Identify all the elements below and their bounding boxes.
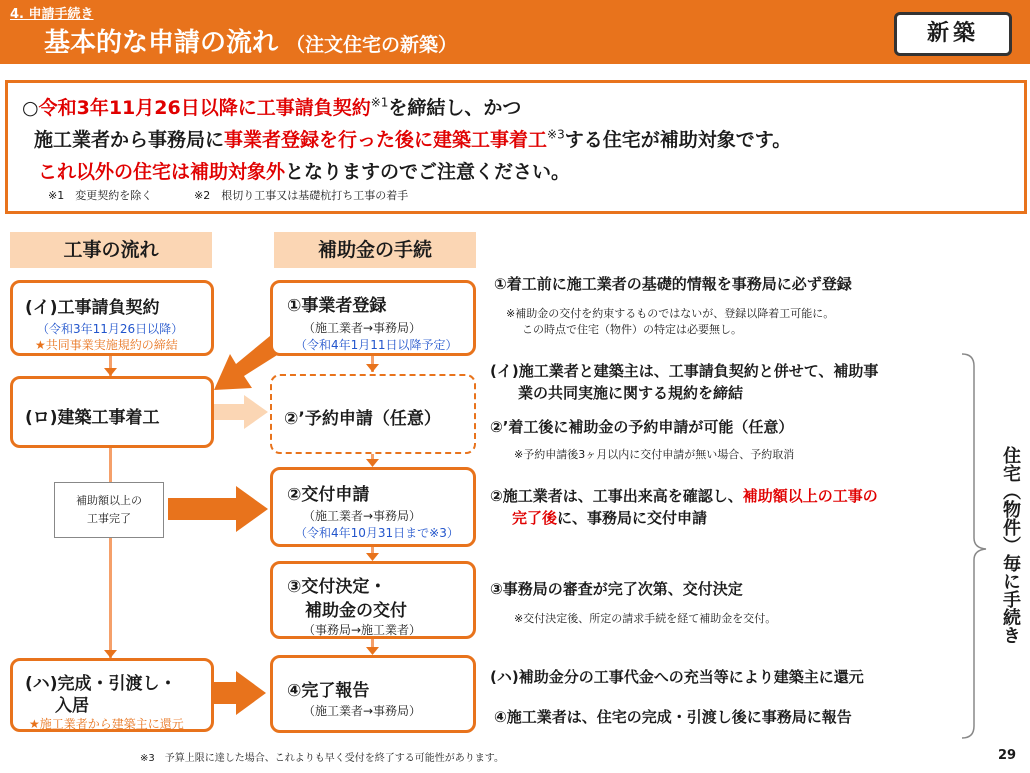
new-build-badge: 新築 bbox=[894, 12, 1012, 56]
note-registration-detail-2: この時点で住宅（物件）の特定は必要無し。 bbox=[522, 323, 742, 336]
note-registration-detail-1: ※補助金の交付を約束するものではないが、登録以降着工可能に。 bbox=[506, 307, 835, 320]
box-grant-decision: ③交付決定・ 補助金の交付 （事務局→施工業者） bbox=[270, 561, 476, 639]
notice-line-3: これ以外の住宅は補助対象外となりますのでご注意ください。 bbox=[38, 161, 571, 183]
note-application-1: ②施工業者は、工事出来高を確認し、補助額以上の工事の bbox=[490, 487, 878, 505]
note-contract-2: 業の共同実施に関する規約を締結 bbox=[518, 384, 744, 402]
box-business-registration: ①事業者登録 （施工業者→事務局） （令和4年1月11日以降予定） bbox=[270, 280, 476, 356]
note-decision: ③事務局の審査が完了次第、交付決定 bbox=[490, 580, 743, 598]
title-main: 基本的な申請の流れ bbox=[44, 28, 279, 58]
note-return: (ハ)補助金分の工事代金への充当等により建築主に還元 bbox=[490, 668, 864, 686]
note-reservation: ②’着工後に補助金の予約申請が可能（任意） bbox=[490, 418, 794, 436]
notice-line-1: ○令和3年11月26日以降に工事請負契約$^{※1}$を締結し、かつ bbox=[22, 95, 522, 119]
box-completion-report: ④完了報告 （施工業者→事務局） bbox=[270, 655, 476, 733]
box-construction-contract: (イ)工事請負契約 （令和3年11月26日以降） ★共同事業実施規約の締結 bbox=[10, 280, 214, 356]
box-grant-application: ②交付申請 （施工業者→事務局） （令和4年10月31日まで※3） bbox=[270, 467, 476, 547]
note-contract-1: (イ)施工業者と建築主は、工事請負契約と併せて、補助事 bbox=[490, 362, 879, 380]
footnote-1: ※1 変更契約を除く bbox=[48, 189, 153, 202]
notice-line-2: 施工業者から事務局に事業者登録を行った後に建築工事着工$^{※3}$する住宅が補助対象です。 bbox=[34, 127, 792, 151]
title-sub: （注文住宅の新築） bbox=[286, 34, 458, 56]
section-label: 4. 申請手続き bbox=[10, 7, 94, 22]
page-number: 29 bbox=[998, 748, 1017, 763]
footnote-3: ※3 予算上限に達した場合、これよりも早く受付を終了する可能性があります。 bbox=[140, 753, 504, 764]
note-reservation-detail: ※予約申請後3ヶ月以内に交付申請が無い場合、予約取消 bbox=[514, 448, 795, 461]
note-registration: ①着工前に施工業者の基礎的情報を事務局に必ず登録 bbox=[494, 275, 852, 293]
side-label-per-property: 住宅（物件）毎に手続き bbox=[1000, 446, 1021, 644]
column-header-subsidy: 補助金の手続 bbox=[274, 232, 476, 268]
column-header-construction: 工事の流れ bbox=[10, 232, 212, 268]
note-decision-detail: ※交付決定後、所定の請求手続を経て補助金を交付。 bbox=[514, 612, 777, 625]
box-subsidy-threshold: 補助額以上の 工事完了 bbox=[54, 482, 164, 538]
box-reservation-application: ②’予約申請（任意） bbox=[270, 374, 476, 454]
box-construction-start: (ロ)建築工事着工 bbox=[10, 376, 214, 448]
footnote-2: ※2 根切り工事又は基礎杭打ち工事の着手 bbox=[194, 189, 409, 202]
note-application-2: 完了後に、事務局に交付申請 bbox=[512, 509, 708, 527]
note-report: ④施工業者は、住宅の完成・引渡し後に事務局に報告 bbox=[494, 708, 852, 726]
box-completion-handover: (ハ)完成・引渡し・ 入居 ★施工業者から建築主に還元 bbox=[10, 658, 214, 732]
